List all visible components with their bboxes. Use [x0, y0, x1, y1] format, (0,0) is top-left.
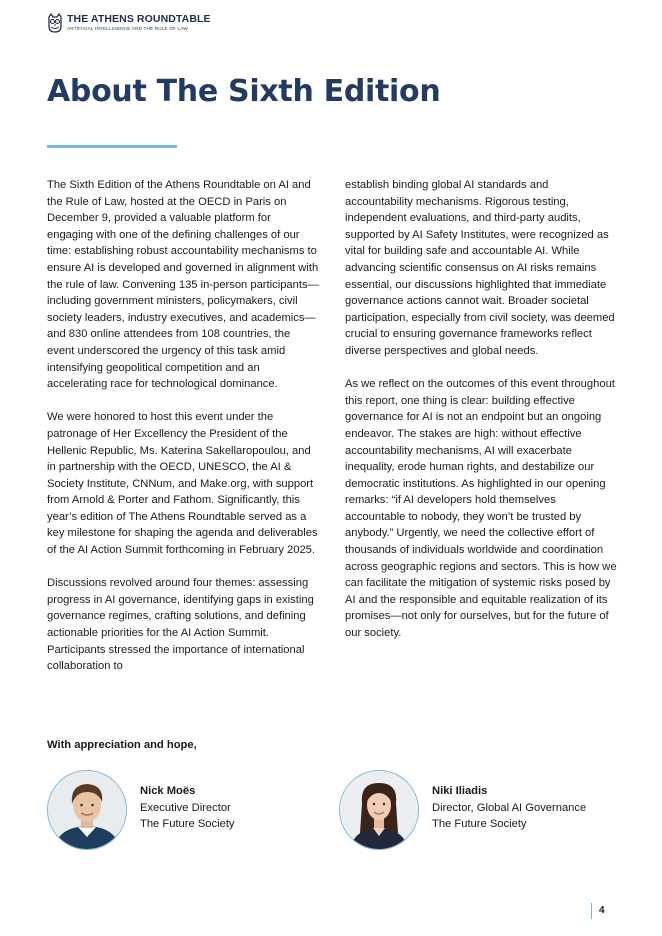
avatar [47, 770, 127, 850]
body-column-left [47, 177, 319, 691]
signatory-name: Nick Moës [140, 785, 196, 797]
title-underline [47, 145, 177, 148]
avatar [339, 770, 419, 850]
body-paragraph: The Sixth Edition of the Athens Roundtable on AI and the Rule of Law, hosted at the OECD in Paris on December 9, provided a valuable platform for engaging with one of the defining challenges of our time: establishing robust accountability mechanisms to ensure AI is developed and governed in alignment with the rule of law. Convening 135 in-person participants—including government ministers, policymakers, civil society leaders, industry executives, and academics—and 830 online attendees from 108 countries, the event underscored the urgency of this task amid intensifying geopolitical competition and an accelerating race for technological dominance. [47, 179, 319, 391]
header-logo [46, 13, 211, 33]
logo-subtitle: ARTIFICIAL INTELLIGENCE AND THE RULE OF LAW [67, 26, 188, 31]
body-paragraph: establish binding global AI standards and accountability mechanisms. Rigorous testing, independent evaluations, and third-party audits, supported by AI Safety Institutes, were recognized as vital for building safe and accountable AI. While advancing scientific consensus on AI risks remains essential, our discussions highlighted that immediate governance actions cannot wait. Broader societal participation, especially from civil society, was deemed crucial to ensuring governance frameworks reflect diverse perspectives and global needs. [345, 179, 615, 357]
signatory-nick [47, 770, 235, 850]
signatory-org: The Future Society [432, 818, 527, 830]
signatory-title: Executive Director [140, 801, 231, 814]
signatory-niki [339, 770, 586, 850]
page-number: 4 [591, 903, 605, 919]
body-column-right [345, 177, 617, 658]
owl-icon [46, 13, 64, 33]
signatory-name: Niki Iliadis [432, 785, 488, 797]
logo-title: THE ATHENS ROUNDTABLE [67, 13, 211, 25]
signatory-org: The Future Society [140, 818, 235, 830]
body-paragraph: We were honored to host this event under the patronage of Her Excellency the President of the Hellenic Republic, Ms. Katerina Sakellaropoulou, and in partnership with the OECD, UNESCO, the AI & Society Institute, CNNum, and Make.org, with support from Arnold & Porter and Fathom. Significantly, this year’s edition of The Athens Roundtable served as a key milestone for shaping the agenda and deliverables of the AI Action Summit forthcoming in February 2025. [47, 411, 318, 557]
signatory-title: Director, Global AI Governance [432, 801, 587, 814]
body-paragraph: As we reflect on the outcomes of this event throughout this report, one thing is clear: building effective governance for AI is not an endpoint but an ongoing endeavor. The stakes are high: without effective accountability mechanisms, AI will exacerbate inequality, erode human rights, and destabilize our democratic institutions. As highlighted in our opening remarks: “if AI developers hold themselves accountable to nobody, they won’t be trusted by anybody.” Urgently, we need the collective effort of thousands of individuals worldwide and coordination across geographic regions and sectors. This is how we can facilitate the mitigation of systemic risks posed by AI and the responsible and equitable realization of its promises—not only for ourselves, but for the future of our society. [345, 378, 617, 640]
page-title: About The Sixth Edition [47, 74, 441, 109]
closing-line: With appreciation and hope, [47, 739, 197, 751]
body-paragraph: Discussions revolved around four themes: assessing progress in AI governance, identifying gaps in existing governance regimes, crafting solutions, and defining actionable priorities for the AI Action Summit. Participants stressed the importance of international collaboration to [47, 577, 314, 673]
